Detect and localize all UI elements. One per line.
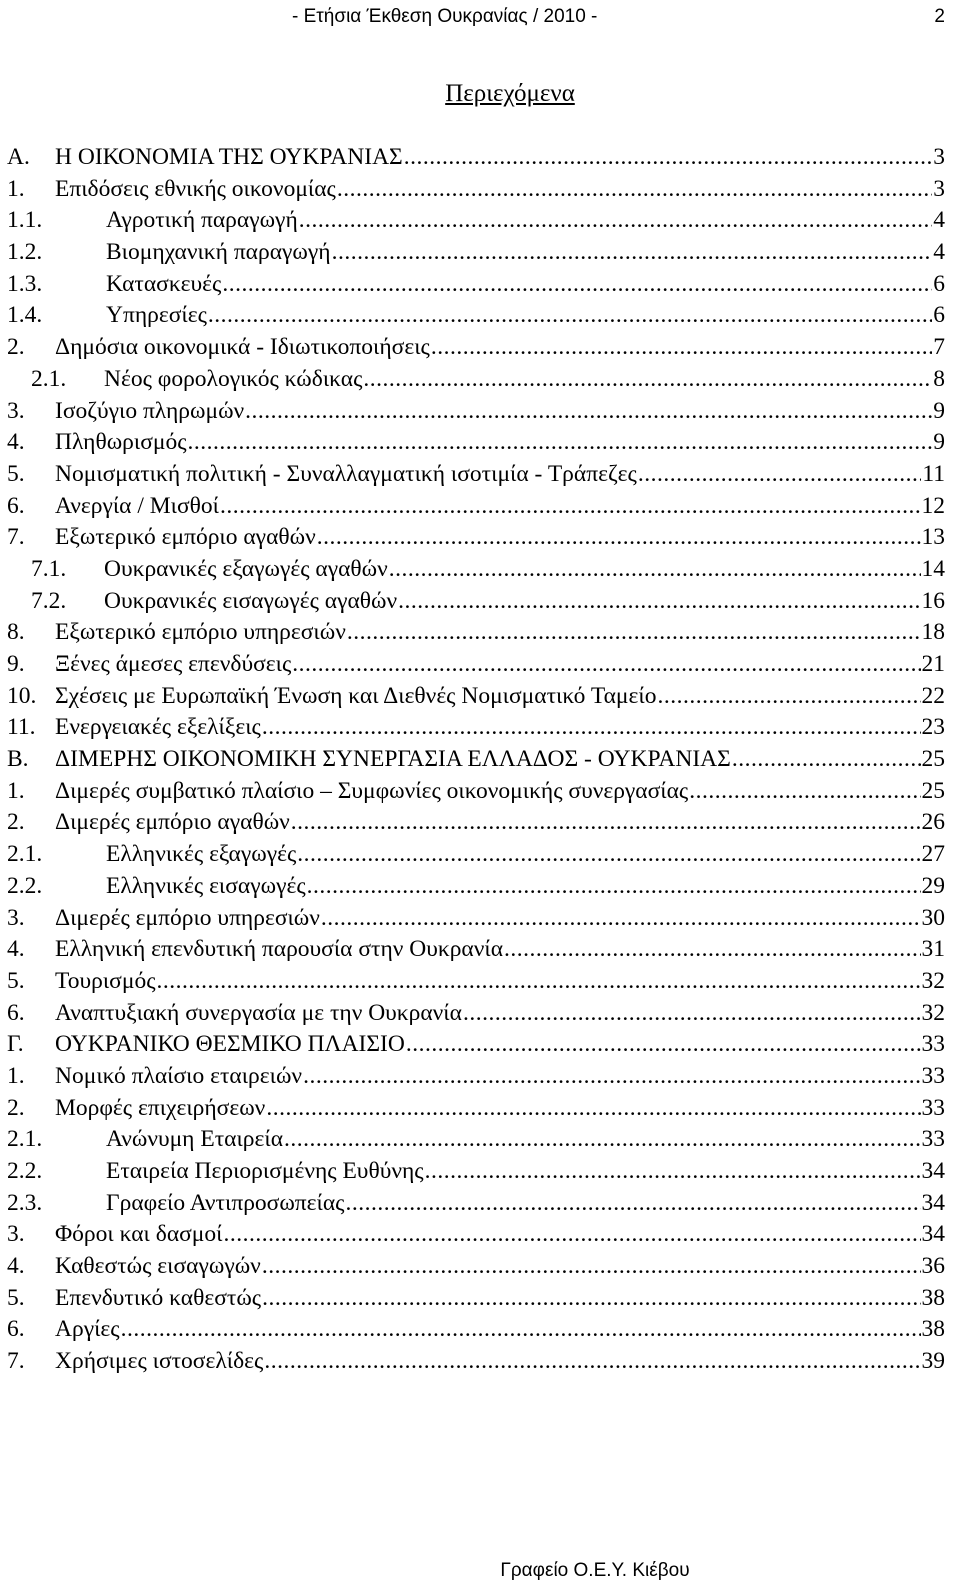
toc-entry-number: 2.2. bbox=[7, 1158, 43, 1184]
toc-dot-leader bbox=[264, 1346, 920, 1378]
toc-entry-number: 5. bbox=[7, 1284, 25, 1311]
toc-entry-number: 2. bbox=[7, 334, 25, 361]
toc-entry[interactable] bbox=[7, 1156, 945, 1188]
toc-entry[interactable] bbox=[7, 174, 945, 206]
toc-entry[interactable] bbox=[7, 744, 945, 776]
toc-dot-leader bbox=[299, 205, 933, 237]
toc-entry-number: 1.2. bbox=[7, 239, 43, 266]
toc-entry-title: Ξένες άμεσες επενδύσεις bbox=[55, 651, 292, 677]
toc-entry-title: Ανώνυμη Εταιρεία bbox=[106, 1126, 284, 1153]
toc-entry-title: Ελληνικές εισαγωγές bbox=[106, 872, 306, 899]
toc-entry-number: 4. bbox=[7, 1253, 25, 1280]
toc-entry[interactable] bbox=[7, 1283, 945, 1315]
toc-entry-page: 36 bbox=[921, 1253, 945, 1280]
header-title: - Ετήσια Έκθεση Ουκρανίας / 2010 - bbox=[292, 6, 598, 27]
toc-entry-number: 2.2. bbox=[7, 872, 43, 899]
toc-entry-title: Επενδυτικό καθεστώς bbox=[55, 1284, 262, 1311]
toc-dot-leader bbox=[404, 142, 933, 174]
toc-entry-page: 34 bbox=[921, 1221, 945, 1248]
toc-entry-number: 5. bbox=[7, 967, 25, 994]
toc-entry-number: 7.1. bbox=[31, 555, 67, 582]
toc-entry[interactable] bbox=[7, 1093, 945, 1125]
toc-dot-leader bbox=[292, 649, 920, 681]
toc-title: Περιεχόμενα bbox=[445, 80, 575, 107]
toc-entry[interactable] bbox=[7, 1314, 945, 1346]
toc-entry-number: 10. bbox=[7, 682, 37, 709]
toc-entry-page: 33 bbox=[921, 1062, 945, 1089]
toc-entry-page: 21 bbox=[921, 651, 945, 677]
toc-dot-leader bbox=[732, 744, 921, 776]
toc-entry-page: 6 bbox=[933, 302, 945, 329]
toc-dot-leader bbox=[431, 332, 932, 364]
toc-entry-title: Η ΟΙΚΟΝΟΜΙΑ ΤΗΣ ΟΥΚΡΑΝΙΑΣ bbox=[55, 144, 403, 170]
toc-entry[interactable] bbox=[7, 617, 945, 649]
toc-entry[interactable] bbox=[7, 522, 945, 554]
toc-entry[interactable] bbox=[7, 649, 945, 681]
toc-entry-page: 4 bbox=[933, 207, 945, 234]
toc-entry-page: 32 bbox=[921, 967, 945, 994]
toc-entry-title: Ισοζύγιο πληρωμών bbox=[55, 397, 245, 424]
toc-entry[interactable] bbox=[7, 807, 945, 839]
toc-entry-page: 38 bbox=[921, 1316, 945, 1343]
toc-entry-page: 9 bbox=[933, 429, 945, 456]
toc-dot-leader bbox=[262, 1283, 920, 1315]
toc-dot-leader bbox=[389, 554, 921, 586]
toc-entry-title: Αγροτική παραγωγή bbox=[106, 207, 298, 234]
toc-dot-leader bbox=[297, 839, 920, 871]
toc-entry-number: 8. bbox=[7, 619, 25, 646]
toc-entry-title: Σχέσεις με Ευρωπαϊκή Ένωση και Διεθνές Νομισματικό Ταμείο bbox=[55, 682, 657, 709]
toc-entry-title: Καθεστώς εισαγωγών bbox=[55, 1253, 261, 1280]
toc-entry[interactable] bbox=[7, 237, 945, 269]
toc-entry-title: ΟΥΚΡΑΝΙΚΟ ΘΕΣΜΙΚΟ ΠΛΑΙΣΙΟ bbox=[55, 1031, 405, 1058]
toc-entry-title: Νομικό πλαίσιο εταιρειών bbox=[55, 1062, 303, 1089]
toc-dot-leader bbox=[363, 364, 932, 396]
toc-entry-title: ΔΙΜΕΡΗΣ ΟΙΚΟΝΟΜΙΚΗ ΣΥΝΕΡΓΑΣΙΑ ΕΛΛΑΔΟΣ - ΟΥΚΡΑΝΙΑΣ bbox=[55, 746, 731, 773]
toc-dot-leader bbox=[332, 237, 933, 269]
toc-entry-title: Επιδόσεις εθνικής οικονομίας bbox=[55, 175, 336, 202]
toc-entry-number: 2.1. bbox=[7, 1126, 43, 1153]
toc-entry-number: 2.1. bbox=[7, 841, 43, 868]
toc-dot-leader bbox=[463, 998, 921, 1030]
toc-entry[interactable] bbox=[7, 491, 945, 523]
toc-entry-title: Ουκρανικές εισαγωγές αγαθών bbox=[104, 587, 398, 614]
toc-entry[interactable] bbox=[7, 269, 945, 301]
page-number: 2 bbox=[934, 6, 945, 27]
toc-entry-page: 26 bbox=[921, 809, 945, 836]
toc-entry[interactable] bbox=[7, 554, 945, 586]
toc-dot-leader bbox=[347, 617, 921, 649]
toc-dot-leader bbox=[321, 903, 921, 935]
toc-entry[interactable] bbox=[7, 681, 945, 713]
toc-entry-page: 4 bbox=[933, 239, 945, 266]
toc-entry-page: 30 bbox=[921, 904, 945, 931]
toc-dot-leader bbox=[266, 1093, 920, 1125]
toc-entry-number: Α. bbox=[7, 144, 30, 170]
toc-entry-page: 27 bbox=[921, 841, 945, 868]
toc-entry-number: 5. bbox=[7, 460, 25, 487]
toc-entry-page: 38 bbox=[921, 1284, 945, 1311]
toc-dot-leader bbox=[220, 491, 921, 523]
toc-dot-leader bbox=[657, 681, 920, 713]
toc-entry-title: Εξωτερικό εμπόριο υπηρεσιών bbox=[55, 619, 346, 646]
toc-dot-leader bbox=[188, 427, 933, 459]
toc-entry-page: 6 bbox=[933, 270, 945, 297]
toc-dot-leader bbox=[307, 871, 921, 903]
toc-dot-leader bbox=[337, 174, 932, 206]
toc-entry-title: Διμερές συμβατικό πλαίσιο – Συμφωνίες οικονομικής συνεργασίας bbox=[55, 777, 689, 804]
toc-entry-title: Δημόσια οικονομικά - Ιδιωτικοποιήσεις bbox=[55, 334, 430, 361]
toc-dot-leader bbox=[262, 1251, 921, 1283]
toc-dot-leader bbox=[406, 1029, 921, 1061]
toc-entry[interactable] bbox=[7, 1346, 945, 1378]
toc-entry-page: 14 bbox=[921, 555, 945, 582]
page-header bbox=[0, 6, 945, 36]
toc-entry[interactable] bbox=[7, 712, 945, 744]
toc-entry[interactable] bbox=[7, 934, 945, 966]
toc-entry[interactable] bbox=[7, 903, 945, 935]
toc-entry-title: Κατασκευές bbox=[106, 270, 222, 297]
toc-entry-number: 2. bbox=[7, 809, 25, 836]
toc-entry-number: 1. bbox=[7, 175, 25, 202]
toc-dot-leader bbox=[245, 396, 932, 428]
toc-dot-leader bbox=[157, 966, 921, 998]
toc-dot-leader bbox=[208, 300, 932, 332]
toc-entry-page: 33 bbox=[921, 1094, 945, 1121]
toc-dot-leader bbox=[504, 934, 920, 966]
toc-dot-leader bbox=[398, 586, 920, 618]
toc-entry-title: Ελληνική επενδυτική παρουσία στην Ουκρανία bbox=[55, 936, 504, 963]
toc-dot-leader bbox=[303, 1061, 920, 1093]
toc-entry-page: 13 bbox=[921, 524, 945, 551]
toc-entry-number: 1.4. bbox=[7, 302, 43, 329]
toc-entry-title: Αναπτυξιακή συνεργασία με την Ουκρανία bbox=[55, 999, 462, 1026]
toc-entry-page: 31 bbox=[921, 936, 945, 963]
toc-dot-leader bbox=[121, 1314, 921, 1346]
toc-entry-number: 1. bbox=[7, 777, 25, 804]
toc-entry[interactable] bbox=[7, 1029, 945, 1061]
toc-entry-title: Ουκρανικές εξαγωγές αγαθών bbox=[104, 555, 388, 582]
toc-entry-page: 25 bbox=[921, 777, 945, 804]
toc-entry-title: Εξωτερικό εμπόριο αγαθών bbox=[55, 524, 316, 551]
toc-entry[interactable] bbox=[7, 459, 945, 491]
toc-dot-leader bbox=[262, 712, 921, 744]
toc-entry-page: 3 bbox=[933, 144, 945, 170]
toc-entry-title: Βιομηχανική παραγωγή bbox=[106, 239, 331, 266]
toc-entry-page: 3 bbox=[933, 175, 945, 202]
toc-entry-number: 1. bbox=[7, 1062, 25, 1089]
toc-dot-leader bbox=[638, 459, 922, 491]
toc-entry[interactable] bbox=[7, 839, 945, 871]
toc-entry-title: Ελληνικές εξαγωγές bbox=[106, 841, 297, 868]
toc-entry-number: 3. bbox=[7, 397, 25, 424]
toc-entry-page: 33 bbox=[921, 1031, 945, 1058]
page-footer: Γραφείο Ο.Ε.Υ. Κιέβου bbox=[500, 1560, 690, 1581]
toc-entry-number: 9. bbox=[7, 651, 25, 677]
toc-entry-page: 8 bbox=[933, 365, 945, 392]
toc-entry-title: Γραφείο Αντιπροσωπείας bbox=[106, 1189, 345, 1216]
toc-entry-number: 1.1. bbox=[7, 207, 43, 234]
toc-entry[interactable] bbox=[7, 1188, 945, 1220]
toc-entry-page: 29 bbox=[921, 872, 945, 899]
table-of-contents bbox=[7, 142, 945, 1378]
toc-entry-title: Νομισματική πολιτική - Συναλλαγματική ισοτιμία - Τράπεζες bbox=[55, 460, 637, 487]
toc-entry[interactable] bbox=[7, 1219, 945, 1251]
toc-entry[interactable] bbox=[7, 332, 945, 364]
toc-entry-title: Διμερές εμπόριο υπηρεσιών bbox=[55, 904, 320, 931]
toc-entry[interactable] bbox=[7, 966, 945, 998]
toc-entry-page: 7 bbox=[933, 334, 945, 361]
toc-entry-title: Ανεργία / Μισθοί bbox=[55, 492, 219, 519]
toc-entry-number: 2. bbox=[7, 1094, 25, 1121]
toc-entry[interactable] bbox=[7, 300, 945, 332]
toc-entry-number: 6. bbox=[7, 492, 25, 519]
toc-entry[interactable] bbox=[7, 142, 945, 174]
toc-entry-number: 11. bbox=[7, 714, 36, 741]
toc-entry[interactable] bbox=[7, 427, 945, 459]
toc-entry[interactable] bbox=[7, 776, 945, 808]
toc-entry-number: 6. bbox=[7, 999, 25, 1026]
toc-entry-number: 4. bbox=[7, 936, 25, 963]
toc-entry-number: 4. bbox=[7, 429, 25, 456]
toc-entry-page: 23 bbox=[921, 714, 945, 741]
toc-dot-leader bbox=[425, 1156, 921, 1188]
toc-entry[interactable] bbox=[7, 586, 945, 618]
toc-entry-number: 3. bbox=[7, 904, 25, 931]
toc-entry-page: 12 bbox=[921, 492, 945, 519]
toc-entry-number: 2.3. bbox=[7, 1189, 43, 1216]
toc-entry-page: 9 bbox=[933, 397, 945, 424]
toc-entry[interactable] bbox=[7, 1251, 945, 1283]
toc-entry-title: Πληθωρισμός bbox=[55, 429, 187, 456]
toc-entry-number: Γ. bbox=[7, 1031, 24, 1058]
toc-entry-page: 11 bbox=[922, 460, 945, 487]
toc-entry[interactable] bbox=[7, 1061, 945, 1093]
toc-entry-title: Ενεργειακές εξελίξεις bbox=[55, 714, 261, 741]
toc-entry[interactable] bbox=[7, 998, 945, 1030]
toc-dot-leader bbox=[345, 1188, 920, 1220]
toc-entry-title: Εταιρεία Περιορισμένης Ευθύνης bbox=[106, 1158, 424, 1184]
toc-entry-page: 18 bbox=[921, 619, 945, 646]
toc-entry-number: 3. bbox=[7, 1221, 25, 1248]
toc-entry-number: Β. bbox=[7, 746, 29, 773]
toc-entry-title: Νέος φορολογικός κώδικας bbox=[104, 365, 363, 392]
toc-dot-leader bbox=[689, 776, 920, 808]
toc-entry[interactable] bbox=[7, 871, 945, 903]
toc-entry-title: Αργίες bbox=[55, 1316, 120, 1343]
toc-entry-page: 39 bbox=[921, 1348, 945, 1375]
toc-entry-page: 16 bbox=[921, 587, 945, 614]
toc-entry-page: 34 bbox=[921, 1189, 945, 1216]
toc-entry-title: Χρήσιμες ιστοσελίδες bbox=[55, 1348, 264, 1375]
toc-entry-title: Υπηρεσίες bbox=[106, 302, 207, 329]
toc-entry-number: 6. bbox=[7, 1316, 25, 1343]
toc-entry[interactable] bbox=[7, 1124, 945, 1156]
toc-entry-title: Μορφές επιχειρήσεων bbox=[55, 1094, 266, 1121]
toc-entry-page: 25 bbox=[921, 746, 945, 773]
toc-entry[interactable] bbox=[7, 364, 945, 396]
toc-entry-number: 7. bbox=[7, 524, 25, 551]
toc-dot-leader bbox=[222, 269, 932, 301]
toc-entry-title: Φόροι και δασμοί bbox=[55, 1221, 223, 1248]
toc-entry-number: 2.1. bbox=[31, 365, 67, 392]
toc-entry-title: Διμερές εμπόριο αγαθών bbox=[55, 809, 290, 836]
toc-entry-page: 33 bbox=[921, 1126, 945, 1153]
toc-entry-title: Τουρισμός bbox=[55, 967, 156, 994]
toc-entry-number: 7.2. bbox=[31, 587, 67, 614]
toc-dot-leader bbox=[223, 1219, 920, 1251]
toc-entry-page: 22 bbox=[921, 682, 945, 709]
toc-entry[interactable] bbox=[7, 205, 945, 237]
toc-dot-leader bbox=[291, 807, 921, 839]
toc-entry[interactable] bbox=[7, 396, 945, 428]
toc-entry-number: 1.3. bbox=[7, 270, 43, 297]
toc-dot-leader bbox=[284, 1124, 920, 1156]
toc-dot-leader bbox=[317, 522, 921, 554]
toc-entry-number: 7. bbox=[7, 1348, 25, 1375]
toc-entry-page: 32 bbox=[921, 999, 945, 1026]
toc-entry-page: 34 bbox=[921, 1158, 945, 1184]
